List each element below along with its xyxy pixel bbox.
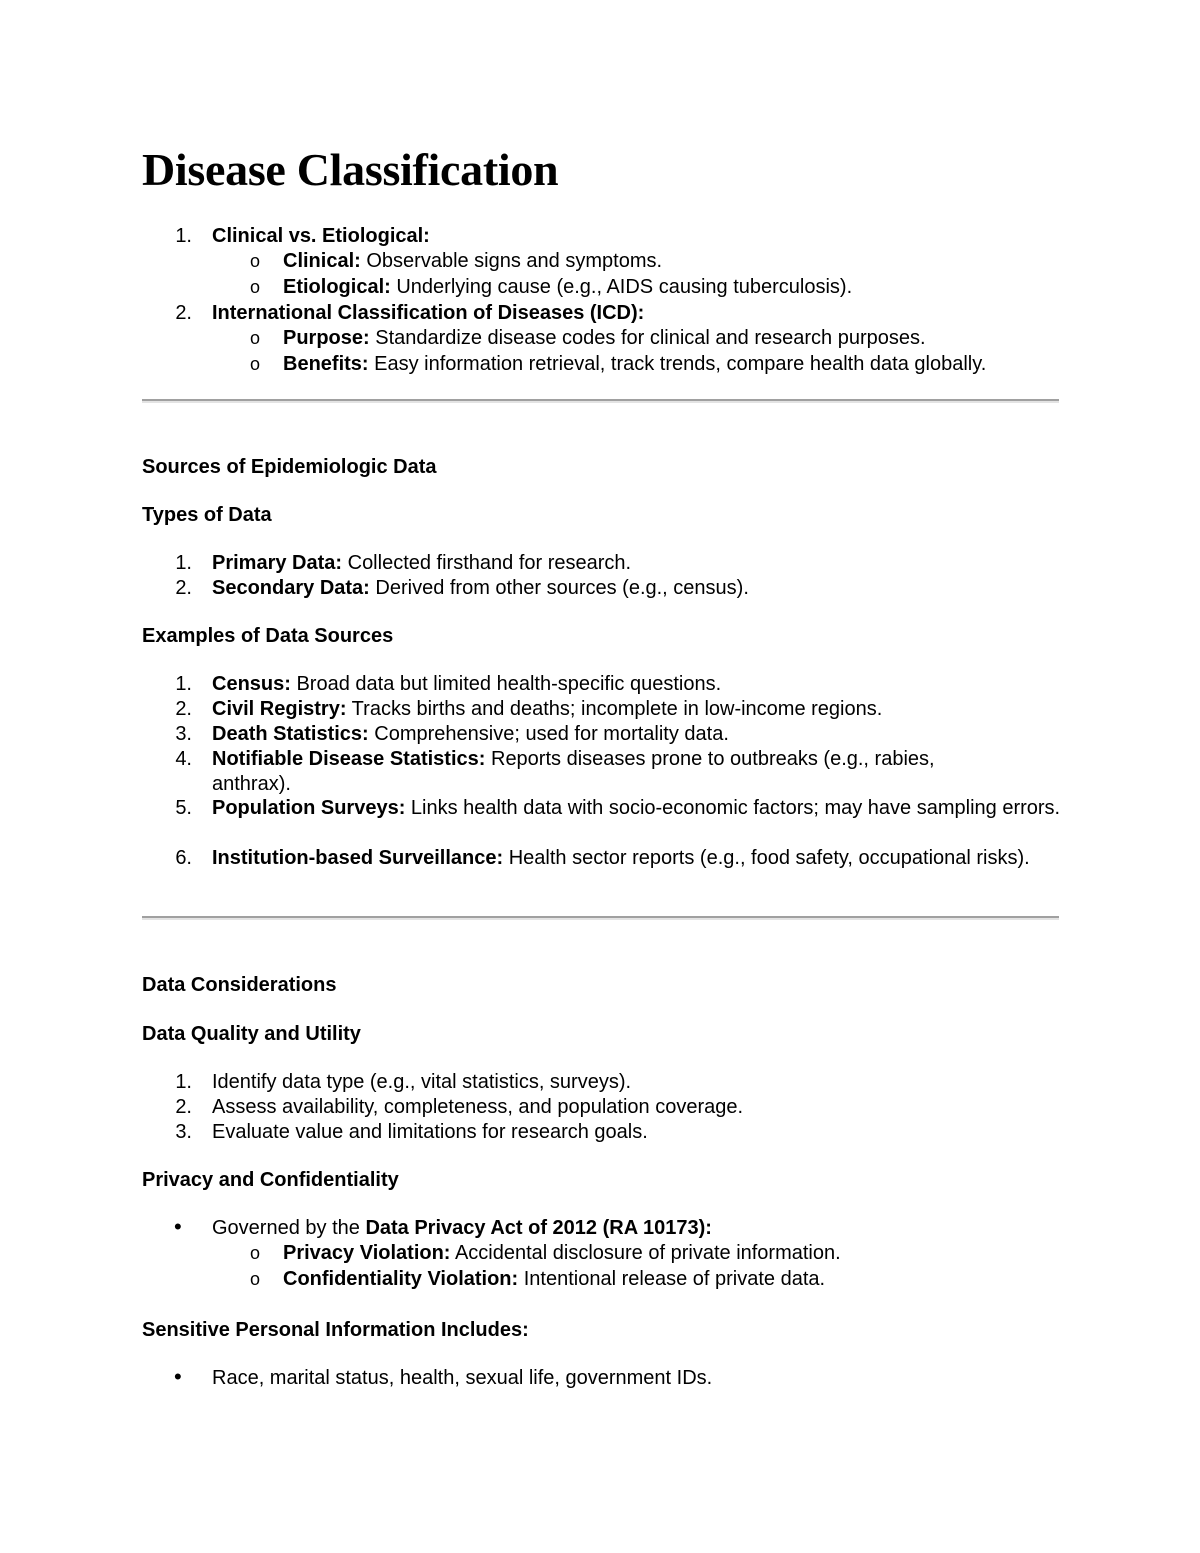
list-item-text: Reports diseases prone to outbreaks (e.g., rabies, anthrax).	[212, 748, 935, 795]
list-number: 1.	[175, 552, 192, 574]
list-item-label: Census:	[212, 673, 291, 695]
list-number: 6.	[175, 847, 192, 869]
list-number: 4.	[175, 748, 192, 770]
sub-item-label: Privacy Violation:	[283, 1242, 451, 1264]
sub-item-label: Confidentiality Violation:	[283, 1268, 519, 1290]
circle-bullet-icon: o	[250, 1269, 261, 1289]
horizontal-rule	[142, 399, 1059, 403]
circle-bullet-icon: o	[250, 1243, 261, 1263]
list-item-label: Death Statistics:	[212, 723, 369, 745]
list-number: 3.	[175, 723, 192, 745]
sub-item-text: Intentional release of private data.	[518, 1268, 826, 1290]
subsection-heading: Data Quality and Utility	[142, 1023, 361, 1045]
list-item-label: Notifiable Disease Statistics:	[212, 748, 486, 770]
section-heading: Sources of Epidemiologic Data	[142, 456, 437, 478]
list-item-label: Population Surveys:	[212, 797, 406, 819]
bullet-text: Governed by the	[212, 1217, 366, 1239]
list-item-text: Broad data but limited health-specific questions.	[290, 673, 722, 695]
list-item-text: Collected firsthand for research.	[342, 552, 632, 574]
list-number: 1.	[175, 225, 192, 247]
sub-item-text: Standardize disease codes for clinical and research purposes.	[369, 327, 926, 349]
subsection-heading: Examples of Data Sources	[142, 625, 394, 647]
list-number: 3.	[175, 1121, 192, 1143]
disc-bullet-icon: •	[174, 1364, 182, 1389]
list-item-label: Clinical vs. Etiological:	[212, 225, 430, 247]
list-item-text: Derived from other sources (e.g., census).	[369, 577, 749, 599]
list-item-label: Civil Registry:	[212, 698, 347, 720]
sub-item-label: Purpose:	[283, 327, 370, 349]
sub-item-label: Clinical:	[283, 250, 361, 272]
circle-bullet-icon: o	[250, 354, 261, 374]
list-item-text: Assess availability, completeness, and population coverage.	[212, 1096, 744, 1118]
sub-item-text: Easy information retrieval, track trends, compare health data globally.	[368, 353, 987, 375]
list-item-label: Institution-based Surveillance:	[212, 847, 504, 869]
list-number: 2.	[175, 577, 192, 599]
list-number: 1.	[175, 673, 192, 695]
sub-item-text: Observable signs and symptoms.	[360, 250, 663, 272]
sub-item-label: Etiological:	[283, 276, 391, 298]
circle-bullet-icon: o	[250, 251, 261, 271]
disc-bullet-icon: •	[174, 1214, 182, 1239]
list-item-text: Evaluate value and limitations for research goals.	[212, 1121, 648, 1143]
privacy-act-label: Data Privacy Act of 2012 (RA 10173):	[365, 1217, 712, 1239]
circle-bullet-icon: o	[250, 277, 261, 297]
subsection-heading: Sensitive Personal Information Includes:	[142, 1319, 529, 1341]
list-number: 2.	[175, 302, 192, 324]
subsection-heading: Privacy and Confidentiality	[142, 1169, 399, 1191]
list-item-text: Comprehensive; used for mortality data.	[368, 723, 729, 745]
list-item-text: Tracks births and deaths; incomplete in low-income regions.	[346, 698, 883, 720]
horizontal-rule	[142, 916, 1059, 920]
sub-item-label: Benefits:	[283, 353, 369, 375]
list-item-label: International Classification of Diseases (ICD):	[212, 302, 645, 324]
list-item-text: Links health data with socio-economic factors; may have sampling errors.	[405, 797, 1061, 819]
list-item-text: Identify data type (e.g., vital statistics, surveys).	[212, 1071, 632, 1093]
list-number: 5.	[175, 797, 192, 819]
bullet-text: Race, marital status, health, sexual life, government IDs.	[212, 1367, 713, 1389]
section-heading: Data Considerations	[142, 974, 337, 996]
sub-item-text: Underlying cause (e.g., AIDS causing tuberculosis).	[390, 276, 853, 298]
subsection-heading: Types of Data	[142, 504, 272, 526]
list-number: 2.	[175, 698, 192, 720]
circle-bullet-icon: o	[250, 328, 261, 348]
list-number: 1.	[175, 1071, 192, 1093]
page-title: Disease Classification	[142, 144, 559, 195]
list-item-text: Health sector reports (e.g., food safety, occupational risks).	[503, 847, 1030, 869]
list-item-label: Secondary Data:	[212, 577, 370, 599]
list-item-label: Primary Data:	[212, 552, 343, 574]
list-number: 2.	[175, 1096, 192, 1118]
sub-item-text: Accidental disclosure of private information.	[450, 1242, 841, 1264]
